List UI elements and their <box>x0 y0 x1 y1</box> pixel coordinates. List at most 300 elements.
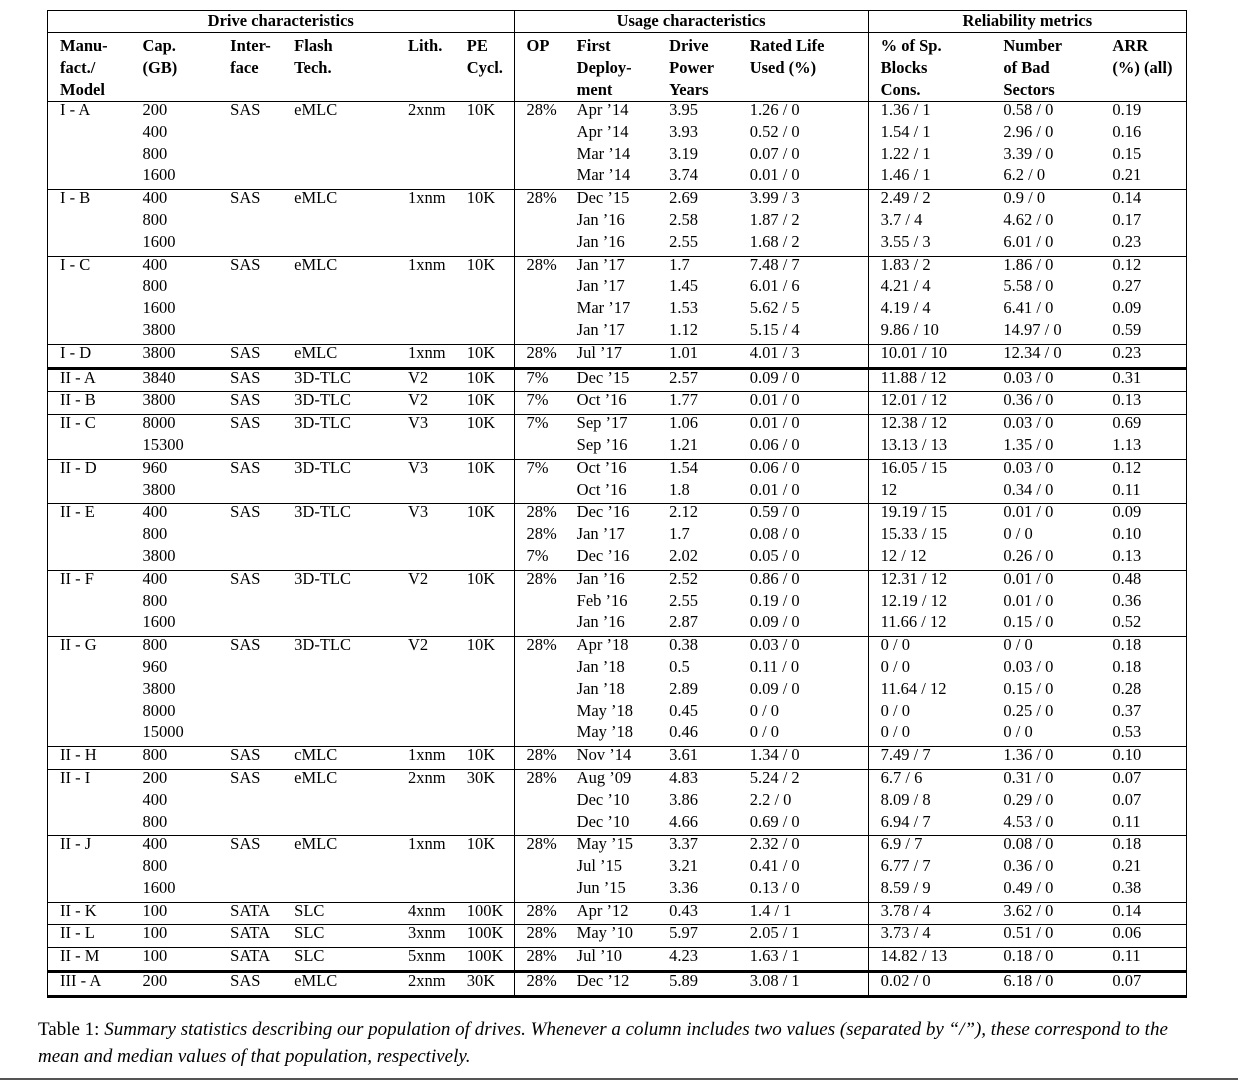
table-cell: 0.03 / 0 <box>991 368 1100 392</box>
table-cell: SATA <box>218 925 282 948</box>
table-row <box>48 858 1187 880</box>
table-row <box>48 256 1187 278</box>
table-cell <box>48 212 131 234</box>
table-cell: 0 / 0 <box>738 703 868 725</box>
table-cell: 0.52 <box>1100 614 1186 636</box>
table-cell: SAS <box>218 637 282 659</box>
table-row <box>48 437 1187 459</box>
table-cell <box>455 278 514 300</box>
column-header-line: ment <box>576 80 613 99</box>
table-cell: 100 <box>130 925 218 948</box>
table-cell: 10K <box>455 836 514 858</box>
table-cell <box>218 300 282 322</box>
table-cell: 1.8 <box>669 479 690 499</box>
table-cell: SAS <box>218 190 282 212</box>
table-cell: 3D-TLC <box>282 504 396 526</box>
table-cell: 3.95 <box>669 100 698 119</box>
table-cell: Feb ’16 <box>576 590 628 610</box>
table-cell <box>48 437 131 459</box>
table-cell: Sep ’17 <box>565 415 657 437</box>
table-cell: 0.58 / 0 <box>1003 100 1054 119</box>
table-cell: SAS <box>218 392 282 415</box>
column-header-line: Years <box>669 80 709 99</box>
table-row <box>48 190 1187 212</box>
table-cell: Dec ’15 <box>565 190 657 212</box>
table-cell: 12.19 / 12 <box>880 590 948 610</box>
table-cell: 6.01 / 0 <box>1003 231 1054 251</box>
table-cell: 28% <box>514 190 565 212</box>
table-cell: 12.01 / 12 <box>868 392 991 415</box>
table-cell <box>396 278 455 300</box>
table-cell: 1.36 / 0 <box>991 747 1100 770</box>
table-cell: 28% <box>514 769 565 791</box>
table-cell <box>48 724 131 746</box>
table-cell: 3800 <box>130 392 218 415</box>
table-cell: 1.77 <box>657 392 738 415</box>
table-cell <box>514 167 565 189</box>
table-cell: 6.9 / 7 <box>868 836 991 858</box>
table-cell: 7% <box>514 392 565 415</box>
table-cell: 0.21 <box>1100 167 1186 189</box>
table-cell: Dec ’10 <box>576 789 630 809</box>
table-cell <box>282 814 396 836</box>
table-cell <box>218 212 282 234</box>
table-row <box>48 526 1187 548</box>
table-row <box>48 681 1187 703</box>
table-cell <box>514 124 565 146</box>
table-cell: II - E <box>48 504 131 526</box>
table-cell: 6.77 / 7 <box>880 856 931 876</box>
table-cell: 2xnm <box>396 972 455 997</box>
table-cell <box>514 703 565 725</box>
table-cell: 15.33 / 15 <box>880 524 948 544</box>
table-cell: I - D <box>48 344 131 368</box>
table-cell <box>218 681 282 703</box>
table-cell: 0.38 <box>1100 880 1186 902</box>
table-cell: 10K <box>455 368 514 392</box>
table-cell: 3.39 / 0 <box>1003 143 1054 163</box>
table-row <box>48 747 1187 770</box>
table-cell: 0.69 <box>1100 415 1186 437</box>
table-cell <box>48 814 131 836</box>
table-cell: 400 <box>130 190 218 212</box>
table-cell: 0.26 / 0 <box>1003 545 1054 565</box>
table-cell: 3.37 <box>657 836 738 858</box>
table-cell: II - G <box>48 637 131 659</box>
column-header-line: Lith. <box>407 36 443 55</box>
table-cell: Jan ’16 <box>576 612 625 632</box>
table-cell: 28% <box>514 925 565 948</box>
table-cell: 3800 <box>142 319 176 339</box>
table-cell: 0.23 <box>1100 234 1186 256</box>
table-cell <box>218 278 282 300</box>
table-cell: 0 / 0 <box>880 722 910 742</box>
table-cell <box>282 437 396 459</box>
table-cell <box>282 322 396 344</box>
table-cell <box>514 681 565 703</box>
table-cell: 2.89 <box>669 678 698 698</box>
table-cell <box>282 659 396 681</box>
column-header-line: (GB) <box>142 58 178 77</box>
table-cell: 400 <box>130 504 218 526</box>
table-cell <box>514 278 565 300</box>
table-cell: 0.03 / 0 <box>991 459 1100 481</box>
table-cell <box>455 146 514 168</box>
table-cell: 0.15 <box>1100 146 1186 168</box>
table-cell: 4.19 / 4 <box>880 298 931 318</box>
table-cell: V2 <box>396 368 455 392</box>
table-cell: SLC <box>282 948 396 972</box>
table-cell: 2.96 / 0 <box>1003 121 1054 141</box>
table-cell: 0.49 / 0 <box>1003 877 1054 897</box>
table-cell: 0.09 <box>1100 504 1186 526</box>
table-cell: 0 / 0 <box>1003 722 1033 742</box>
table-cell <box>514 858 565 880</box>
table-row <box>48 102 1187 124</box>
table-cell: 10K <box>455 415 514 437</box>
table-cell: 0.23 <box>1100 344 1186 368</box>
table-cell: 4.62 / 0 <box>1003 209 1054 229</box>
table-cell: 3.36 <box>669 877 698 897</box>
table-cell: 7.49 / 7 <box>868 747 991 770</box>
table-cell <box>455 300 514 322</box>
table-cell <box>282 482 396 504</box>
table-cell: 0.01 / 0 <box>1003 590 1054 610</box>
table-cell: II - J <box>48 836 131 858</box>
table-cell: 1.35 / 0 <box>1003 434 1054 454</box>
caption-text: Summary statistics describing our population of drives. Whenever a column includes two values (separated by “/”), these correspond to the mean and median values of that population, respectively. <box>38 1019 1168 1067</box>
table-cell: II - H <box>48 747 131 770</box>
table-cell <box>218 146 282 168</box>
table-cell: eMLC <box>282 769 396 791</box>
table-cell: 4.23 <box>657 948 738 972</box>
table-cell: 0 / 0 <box>738 724 868 746</box>
table-cell: Mar ’14 <box>576 143 631 163</box>
column-header-row <box>48 33 1187 102</box>
table-cell: 0.19 / 0 <box>738 593 868 615</box>
table-cell: 7% <box>514 368 565 392</box>
table-cell: 5.62 / 5 <box>738 300 868 322</box>
table-cell: 1.45 <box>669 276 698 296</box>
column-header-line: Cycl. <box>466 58 503 77</box>
table-cell <box>218 593 282 615</box>
table-cell: 0.48 <box>1100 570 1186 592</box>
column-header <box>455 33 514 102</box>
table-cell: 1.46 / 1 <box>880 165 931 185</box>
table-cell <box>396 167 455 189</box>
table-cell: 2.12 <box>657 504 738 526</box>
table-row <box>48 124 1187 146</box>
table-cell <box>282 124 396 146</box>
table-row <box>48 322 1187 344</box>
table-cell: V3 <box>396 415 455 437</box>
table-cell: 3.21 <box>669 856 698 876</box>
table-cell: 3D-TLC <box>282 392 396 415</box>
table-cell: 0.06 <box>1100 925 1186 948</box>
table-cell <box>396 858 455 880</box>
table-cell: SAS <box>218 504 282 526</box>
table-cell: Jan ’16 <box>565 570 657 592</box>
caption-label: Table 1: <box>38 1019 105 1040</box>
table-cell: 0.06 / 0 <box>738 437 868 459</box>
table-cell: 0.51 / 0 <box>991 925 1100 948</box>
column-header-line: Flash <box>294 36 333 55</box>
table-cell: 400 <box>142 789 168 809</box>
table-cell <box>514 814 565 836</box>
table-row <box>48 925 1187 948</box>
table-cell: Apr ’14 <box>576 100 629 119</box>
table-cell <box>48 880 131 902</box>
table-cell <box>218 659 282 681</box>
table-cell <box>282 681 396 703</box>
table-cell: Apr ’12 <box>565 902 657 925</box>
column-header <box>738 33 868 102</box>
table-cell: 7% <box>526 545 549 565</box>
table-cell: 28% <box>526 524 557 544</box>
column-header <box>657 33 738 102</box>
table-cell: 8.09 / 8 <box>880 789 931 809</box>
table-cell: 0.10 <box>1100 747 1186 770</box>
column-header-line: Number <box>1003 36 1063 55</box>
table-cell <box>455 234 514 256</box>
table-cell <box>455 681 514 703</box>
table-cell <box>514 482 565 504</box>
table-cell: 0.37 <box>1100 703 1186 725</box>
table-row <box>48 972 1187 997</box>
table-cell <box>282 548 396 570</box>
column-header-line: PE <box>466 36 488 55</box>
table-cell: 2.02 <box>669 545 698 565</box>
table-cell <box>514 593 565 615</box>
table-cell <box>396 212 455 234</box>
table-cell <box>396 724 455 746</box>
table-row <box>48 212 1187 234</box>
table-cell: 100 <box>130 902 218 925</box>
table-cell <box>218 437 282 459</box>
table-cell <box>396 234 455 256</box>
table-cell: 0.11 <box>1100 814 1186 836</box>
table-cell: 1600 <box>142 231 176 251</box>
table-cell: V2 <box>396 392 455 415</box>
table-cell: 0.31 / 0 <box>991 769 1100 791</box>
table-cell: 28% <box>526 100 557 119</box>
table-cell <box>455 124 514 146</box>
table-cell: 1.7 <box>657 256 738 278</box>
table-cell: 12.38 / 12 <box>868 415 991 437</box>
table-cell <box>396 659 455 681</box>
table-cell: 19.19 / 15 <box>868 504 991 526</box>
table-cell: SAS <box>218 459 282 481</box>
table-cell <box>514 212 565 234</box>
table-cell: 0.19 <box>1100 102 1186 124</box>
table-cell: eMLC <box>294 100 338 119</box>
table-cell <box>514 724 565 746</box>
table-cell: 0.09 / 0 <box>738 681 868 703</box>
table-cell: 1.4 / 1 <box>738 902 868 925</box>
table-cell <box>218 858 282 880</box>
table-cell: 200 <box>142 100 168 119</box>
table-cell <box>455 482 514 504</box>
table-cell <box>282 593 396 615</box>
table-cell: Mar ’14 <box>576 165 631 185</box>
table-cell: 3.73 / 4 <box>868 925 991 948</box>
table-cell: 10K <box>455 504 514 526</box>
table-cell: 1.63 / 1 <box>738 948 868 972</box>
table-cell: Dec ’16 <box>565 504 657 526</box>
column-header <box>991 33 1100 102</box>
table-cell: 800 <box>142 143 168 163</box>
table-cell: May ’18 <box>576 700 634 720</box>
table-cell: Jan ’17 <box>565 256 657 278</box>
table-cell: 0.12 <box>1100 459 1186 481</box>
table-cell: 0.03 / 0 <box>738 637 868 659</box>
table-cell: 1.68 / 2 <box>738 234 868 256</box>
table-cell <box>396 300 455 322</box>
table-cell: 400 <box>130 256 218 278</box>
column-header-line: Deploy- <box>576 58 632 77</box>
table-cell <box>455 792 514 814</box>
table-cell: 3.74 <box>669 165 698 185</box>
table-row <box>48 614 1187 636</box>
table-cell: 3.93 <box>669 121 698 141</box>
table-cell: 3800 <box>130 344 218 368</box>
table-cell: 7.48 / 7 <box>738 256 868 278</box>
table-cell <box>396 593 455 615</box>
table-cell: 0.01 / 0 <box>991 504 1100 526</box>
table-cell: 1600 <box>142 612 176 632</box>
table-cell: 6.41 / 0 <box>1003 298 1054 318</box>
table-cell: 16.05 / 15 <box>868 459 991 481</box>
table-cell: 14.97 / 0 <box>1003 319 1062 339</box>
table-cell: 3840 <box>130 368 218 392</box>
table-cell: 800 <box>142 590 168 610</box>
column-header-line: Used (%) <box>749 58 817 77</box>
table-cell: eMLC <box>282 190 396 212</box>
table-cell: II - K <box>48 902 131 925</box>
column-header-line: Model <box>60 80 105 99</box>
table-cell: 960 <box>142 656 168 676</box>
table-cell: 0.41 / 0 <box>738 858 868 880</box>
table-cell: 0.13 <box>1100 392 1186 415</box>
table-cell: II - A <box>48 368 131 392</box>
table-cell: Jan ’16 <box>576 209 625 229</box>
table-cell: II - M <box>48 948 131 972</box>
table-cell <box>48 681 131 703</box>
table-cell <box>514 437 565 459</box>
column-header-line: (%) (all) <box>1112 58 1173 77</box>
table-cell: 1.53 <box>669 298 698 318</box>
table-cell: 10K <box>455 747 514 770</box>
column-header-line: Inter- <box>230 36 271 55</box>
table-cell <box>396 322 455 344</box>
table-row <box>48 902 1187 925</box>
table-cell: 0.36 / 0 <box>991 392 1100 415</box>
table-cell: 0.07 <box>1100 769 1186 791</box>
column-header-line: Sectors <box>1003 80 1055 99</box>
table-cell <box>218 167 282 189</box>
table-cell <box>282 278 396 300</box>
table-cell: 30K <box>455 769 514 791</box>
table-cell: Jun ’15 <box>576 877 626 897</box>
table-cell: 0.01 / 0 <box>738 392 868 415</box>
table-cell: 0.27 <box>1100 278 1186 300</box>
table-cell: 3D-TLC <box>282 459 396 481</box>
column-header <box>1100 33 1186 102</box>
table-cell: 0.9 / 0 <box>991 190 1100 212</box>
table-cell: 0.16 <box>1100 124 1186 146</box>
table-cell <box>514 614 565 636</box>
table-cell: 10K <box>455 102 514 124</box>
table-cell <box>396 146 455 168</box>
table-cell: Oct ’16 <box>576 479 627 499</box>
table-cell <box>218 548 282 570</box>
table-cell: 11.88 / 12 <box>868 368 991 392</box>
table-cell: SATA <box>218 948 282 972</box>
table-cell: 0 / 0 <box>880 656 910 676</box>
table-cell: May ’15 <box>565 836 657 858</box>
table-cell: eMLC <box>282 256 396 278</box>
table-cell: 0.02 / 0 <box>868 972 991 997</box>
table-cell <box>396 124 455 146</box>
table-cell: 400 <box>142 121 168 141</box>
table-cell <box>282 724 396 746</box>
column-header-line: OP <box>526 36 550 55</box>
table-row <box>48 703 1187 725</box>
column-header-line: Power <box>669 58 715 77</box>
table-cell: eMLC <box>282 836 396 858</box>
column-header-line: of Bad <box>1003 58 1050 77</box>
table-cell: May ’10 <box>565 925 657 948</box>
table-cell: 0.01 / 0 <box>738 415 868 437</box>
table-cell <box>48 482 131 504</box>
table-cell: 1xnm <box>396 836 455 858</box>
table-cell: SAS <box>218 415 282 437</box>
table-cell <box>455 858 514 880</box>
column-header-line: fact./ <box>60 58 96 77</box>
table-cell <box>282 858 396 880</box>
table-cell: Dec ’15 <box>565 368 657 392</box>
table-cell: 6.18 / 0 <box>991 972 1100 997</box>
table-cell: 9.86 / 10 <box>880 319 939 339</box>
table-cell: 4.01 / 3 <box>738 344 868 368</box>
table-cell: 0.52 / 0 <box>738 124 868 146</box>
table-cell: 12 / 12 <box>880 545 927 565</box>
table-cell <box>48 234 131 256</box>
table-cell: Dec ’16 <box>576 545 630 565</box>
table-cell: II - L <box>48 925 131 948</box>
table-cell <box>396 792 455 814</box>
table-cell: III - A <box>48 972 131 997</box>
table-cell: 800 <box>142 811 168 831</box>
table-cell: 0.5 <box>669 656 690 676</box>
table-cell: Aug ’09 <box>565 769 657 791</box>
table-cell: 0.09 <box>1100 300 1186 322</box>
table-cell: 0.29 / 0 <box>1003 789 1054 809</box>
table-cell: 0.17 <box>1100 212 1186 234</box>
table-cell <box>48 300 131 322</box>
table-cell: 10.01 / 10 <box>868 344 991 368</box>
table-cell <box>48 167 131 189</box>
table-cell: 12.34 / 0 <box>991 344 1100 368</box>
table-cell <box>48 322 131 344</box>
table-cell: 0.03 / 0 <box>1003 656 1054 676</box>
table-cell: 0.01 / 0 <box>738 167 868 189</box>
table-cell: 3D-TLC <box>282 637 396 659</box>
column-header-line: First <box>576 36 611 55</box>
table-cell: 1.13 <box>1100 437 1186 459</box>
column-header-line: Rated Life <box>749 36 825 55</box>
table-cell: 0.11 / 0 <box>738 659 868 681</box>
